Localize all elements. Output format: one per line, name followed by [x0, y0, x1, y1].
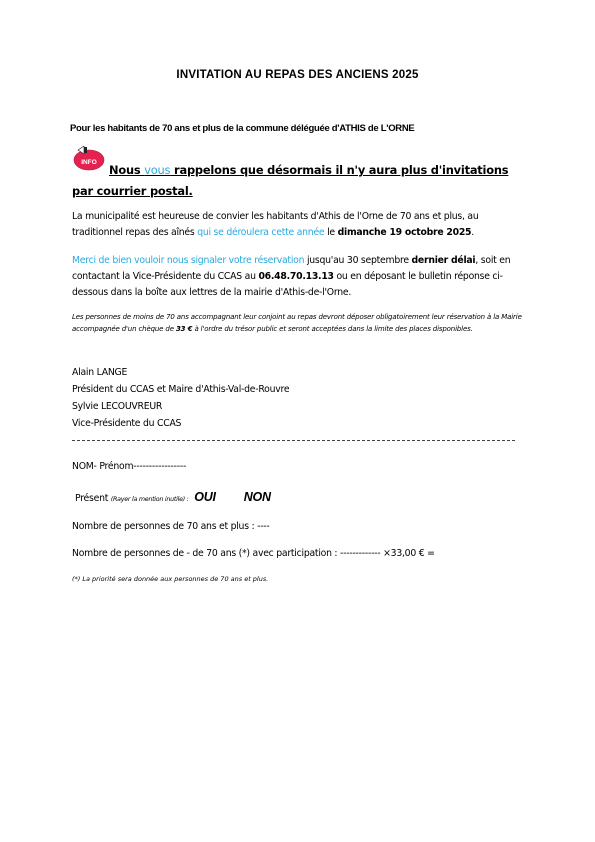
- signature-title-2: Vice-Présidente du CCAS: [72, 418, 182, 429]
- signature-name-1: Alain LANGE: [72, 367, 128, 378]
- logo-text: INFO: [81, 159, 97, 166]
- paragraph-invitation: La municipalité est heureuse de convier les habitants d'Athis de l'Orne de 70 ans et plus, au traditionnel repas des aînés qui se déroulera cette année le dimanche 19 octobre 2025.: [72, 211, 479, 238]
- signature-title-1: Président du CCAS et Maire d'Athis-Val-de-Rouvre: [72, 384, 290, 395]
- page-title: INVITATION AU REPAS DES ANCIENS 2025: [176, 69, 419, 81]
- cut-line-divider: [72, 440, 515, 441]
- name-field[interactable]: NOM- Prénom-----------------: [72, 461, 187, 472]
- subtitle: Pour les habitants de 70 ans et plus de la commune déléguée d'ATHIS de L'ORNE: [70, 123, 415, 134]
- attendance-field: Présent (Rayer la mention inutile) : OUI NON: [75, 490, 271, 504]
- count-under-70-field[interactable]: Nombre de personnes de - de 70 ans (*) avec participation : ------------- ×33,00 € =: [72, 548, 435, 559]
- paragraph-reservation: Merci de bien vouloir nous signaler votre réservation jusqu'au 30 septembre dernier délai, soit en contactant la Vice-Présidente du CCAS au 06.48.70.13.13 ou en déposant le bulletin réponse ci-dessous dans la boîte aux lettres de la mairie d'Athis-de-l'Orne.: [72, 255, 511, 298]
- under-70-note: Les personnes de moins de 70 ans accompagnant leur conjoint au repas devront déposer obligatoirement leur réservation à la Mairie accompagnée d'un chèque de 33 € à l'ordre du trésor public et seront acceptées dans la limite des places disponibles.: [72, 313, 522, 333]
- notice-accent: vous: [144, 163, 171, 177]
- footnote: (*) La priorité sera donnée aux personnes de 70 ans et plus.: [72, 575, 269, 583]
- count-70-field[interactable]: Nombre de personnes de 70 ans et plus : ----: [72, 521, 270, 532]
- notice-text: Nous vous rappelons que désormais il n'y aura plus d'invitations par courrier postal.: [72, 163, 509, 198]
- oui-option[interactable]: OUI: [194, 490, 216, 504]
- signature-name-2: Sylvie LECOUVREUR: [72, 401, 163, 412]
- non-option[interactable]: NON: [243, 490, 271, 504]
